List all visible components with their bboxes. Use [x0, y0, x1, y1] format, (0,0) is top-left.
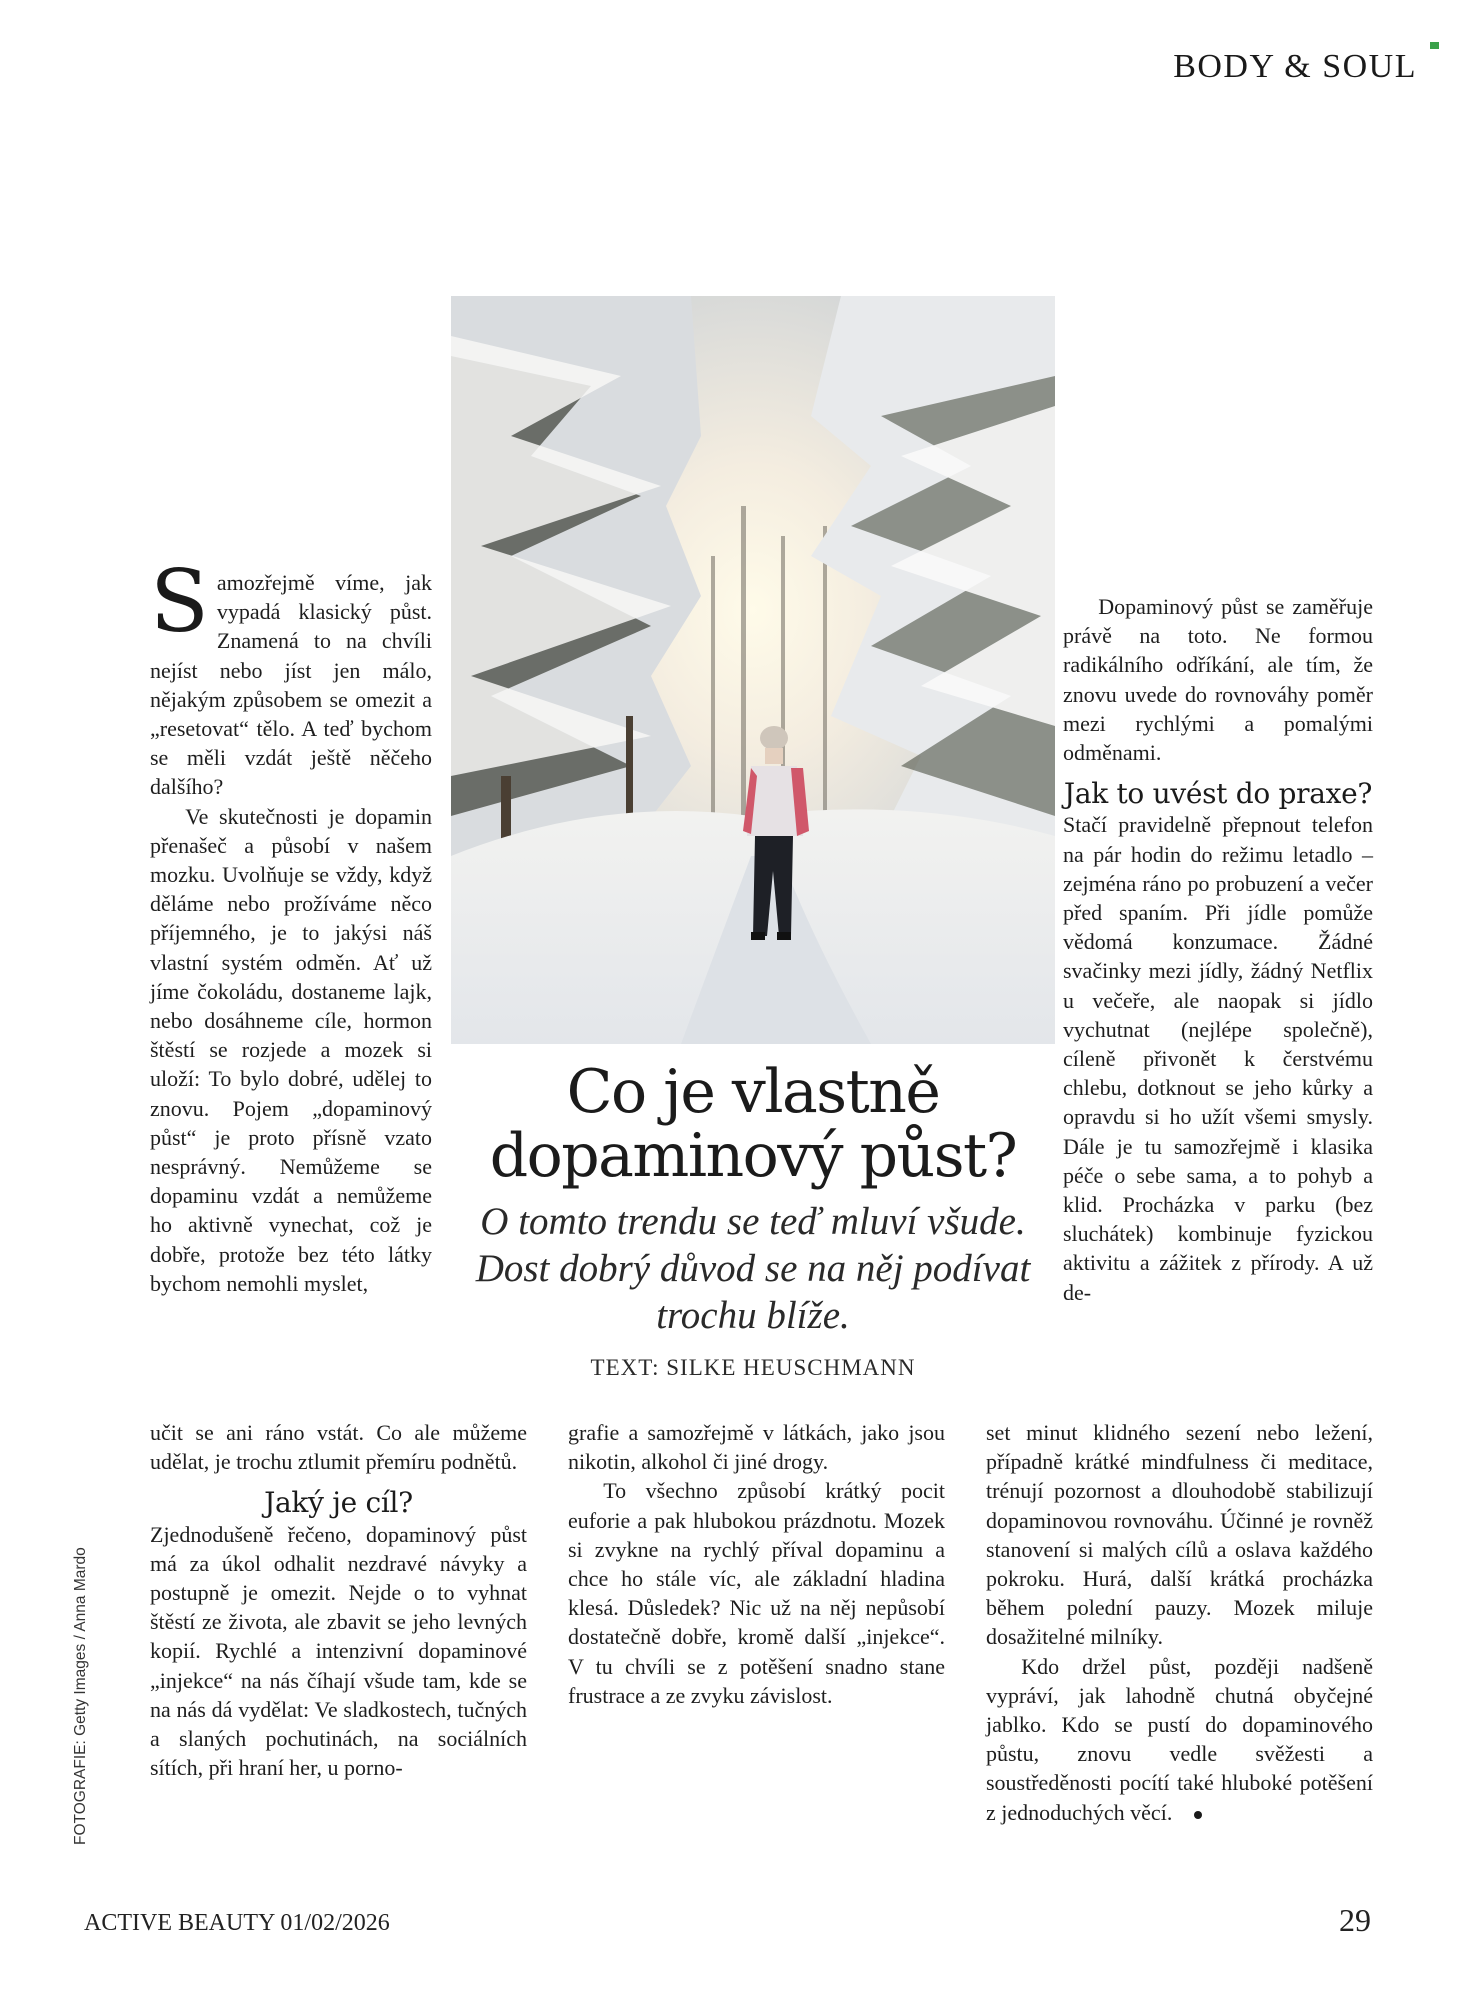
- photo-credit: FOTOGRAFIE: Getty Images / Anna Mardo: [72, 1547, 89, 1845]
- page-number: 29: [1339, 1902, 1371, 1938]
- column-left-lower: [150, 1418, 527, 1782]
- closing-paragraph: [986, 1652, 1373, 1827]
- body-paragraph: Ve skutečnosti je dopamin přenašeč a působí v našem mozku. Uvolňuje se vždy, když děláme nebo prožíváme něco příjemného, je to jakýsi náš vlastní systém odměn. Ať už jíme čokoládu, dostaneme lajk, nebo dosáhneme cíle, hormon štěstí se rozjede a mozek si uloží: To bylo dobré, udělej to znovu. Pojem „dopaminový půst“ je proto přísně vzato nesprávný. Nemůžeme se dopaminu vzdát a nemůžeme ho aktivně vynechat, což je dobře, protože bez této látky bychom nemohli myslet,: [150, 803, 432, 1296]
- article-title: Co je vlastně dopaminový půst?: [489, 1057, 1017, 1191]
- body-paragraph: set minut klidného sezení nebo ležení, případně krátké mindfulness či meditace, trénují pozornost a dlouhodobě stabilizují dopaminovou rovnováhu. Účinné je rovněž stanovení si malých cílů a oslava každého pokroku. Hurá, další krátká procházka během polední pauzy. Mozek miluje dosažitelné milníky.: [986, 1420, 1373, 1650]
- body-paragraph: To všechno způsobí krátký pocit euforie a pak hlubokou prázdnotu. Mozek si zvykne na rychlý příval dopaminu a chce ho stále víc, ale základní hladina klesá. Důsledek? Nic už na něj nepůsobí dostatečně dobře, kromě další „injekce“. V tu chvíli se z potěšení snadno stane frustrace a ze zvyku závislost.: [568, 1478, 945, 1708]
- subheading-goal: Jaký je cíl?: [264, 1486, 413, 1520]
- closing-text: Kdo držel půst, později nadšeně vypráví, jak lahodně chutná obyčejné jablko. Kdo se pustí do dopaminového půstu, znovu vedle svěžesti a soustředěnosti pocítí také hluboké potěšení z jednoduchých věcí.: [986, 1653, 1373, 1825]
- footer-magazine: ACTIVE BEAUTY 01/02/2026: [84, 1910, 390, 1936]
- headline-block: [451, 1057, 1055, 1381]
- body-paragraph: učit se ani ráno vstát. Co ale můžeme udělat, je trochu ztlumit přemíru podnětů.: [150, 1420, 527, 1475]
- column-left: [150, 552, 432, 1298]
- corner-mark: [1430, 42, 1439, 49]
- column-right-lower: [986, 1418, 1373, 1827]
- body-paragraph: Stačí pravidelně přepnout telefon na pár hodin do režimu letadlo – zejména ráno po probuzení a večer před spaním. Při jídle pomůže vědomá konzumace. Žádné svačinky mezi jídly, žádný Netflix u večeře, ale naopak si jídlo vychutnat (nejlépe společně), cíleně přivonět k čerstvému chlebu, dotknout se jeho kůrky a opravdu si ho užít všemi smysly. Dále je tu samozřejmě i klasika péče o sebe sama, a to pohyb a klid. Procházka v parku (bez sluchátek) kombinuje fyzickou aktivitu a zážitek z přírody. A už de-: [1063, 812, 1373, 1305]
- end-mark: [1194, 1811, 1202, 1819]
- body-paragraph: Zjednodušeně řečeno, dopaminový půst má za úkol odhalit nezdravé návyky a postupně je omezit. Nejde o to vyhnat štěstí ze života, ale zbavit se jeho levných kopií. Rychlé a intenzivní dopaminové „injekce“ na nás číhají všude tam, kde se na nás dá vydělat: Ve sladkostech, tučných a slaných pochutinách, na sociálních sítích, při hraní her, u porno-: [150, 1521, 527, 1781]
- column-right: [1063, 592, 1373, 1307]
- byline: TEXT: SILKE HEUSCHMANN: [590, 1355, 916, 1380]
- hero-photo: [451, 296, 1055, 1044]
- intro-paragraph: [150, 552, 432, 802]
- body-paragraph: Dopaminový půst se zaměřuje právě na toto. Ne formou radikálního odříkání, ale tím, že znovu uvede do rovnováhy poměr mezi rychlými a pomalými odměnami.: [1063, 594, 1373, 766]
- subheading-practice: Jak to uvést do praxe?: [1063, 777, 1373, 811]
- article-deck: O tomto trendu se teď mluví všude. Dost dobrý důvod se na něj podívat trochu blíže.: [475, 1200, 1031, 1337]
- section-header: BODY & SOUL: [1173, 48, 1417, 85]
- column-middle: [568, 1418, 945, 1710]
- intro-text: amozřejmě víme, jak vypadá klasický půst. Znamená to na chvíli nejíst nebo jíst jen málo, nějakým způsobem se omezit a „resetovat“ tělo. A teď bychom se měli vzdát ještě něčeho dalšího?: [150, 570, 432, 800]
- drop-cap: S: [150, 552, 209, 652]
- body-paragraph: grafie a samozřejmě v látkách, jako jsou nikotin, alkohol či jiné drogy.: [568, 1420, 945, 1475]
